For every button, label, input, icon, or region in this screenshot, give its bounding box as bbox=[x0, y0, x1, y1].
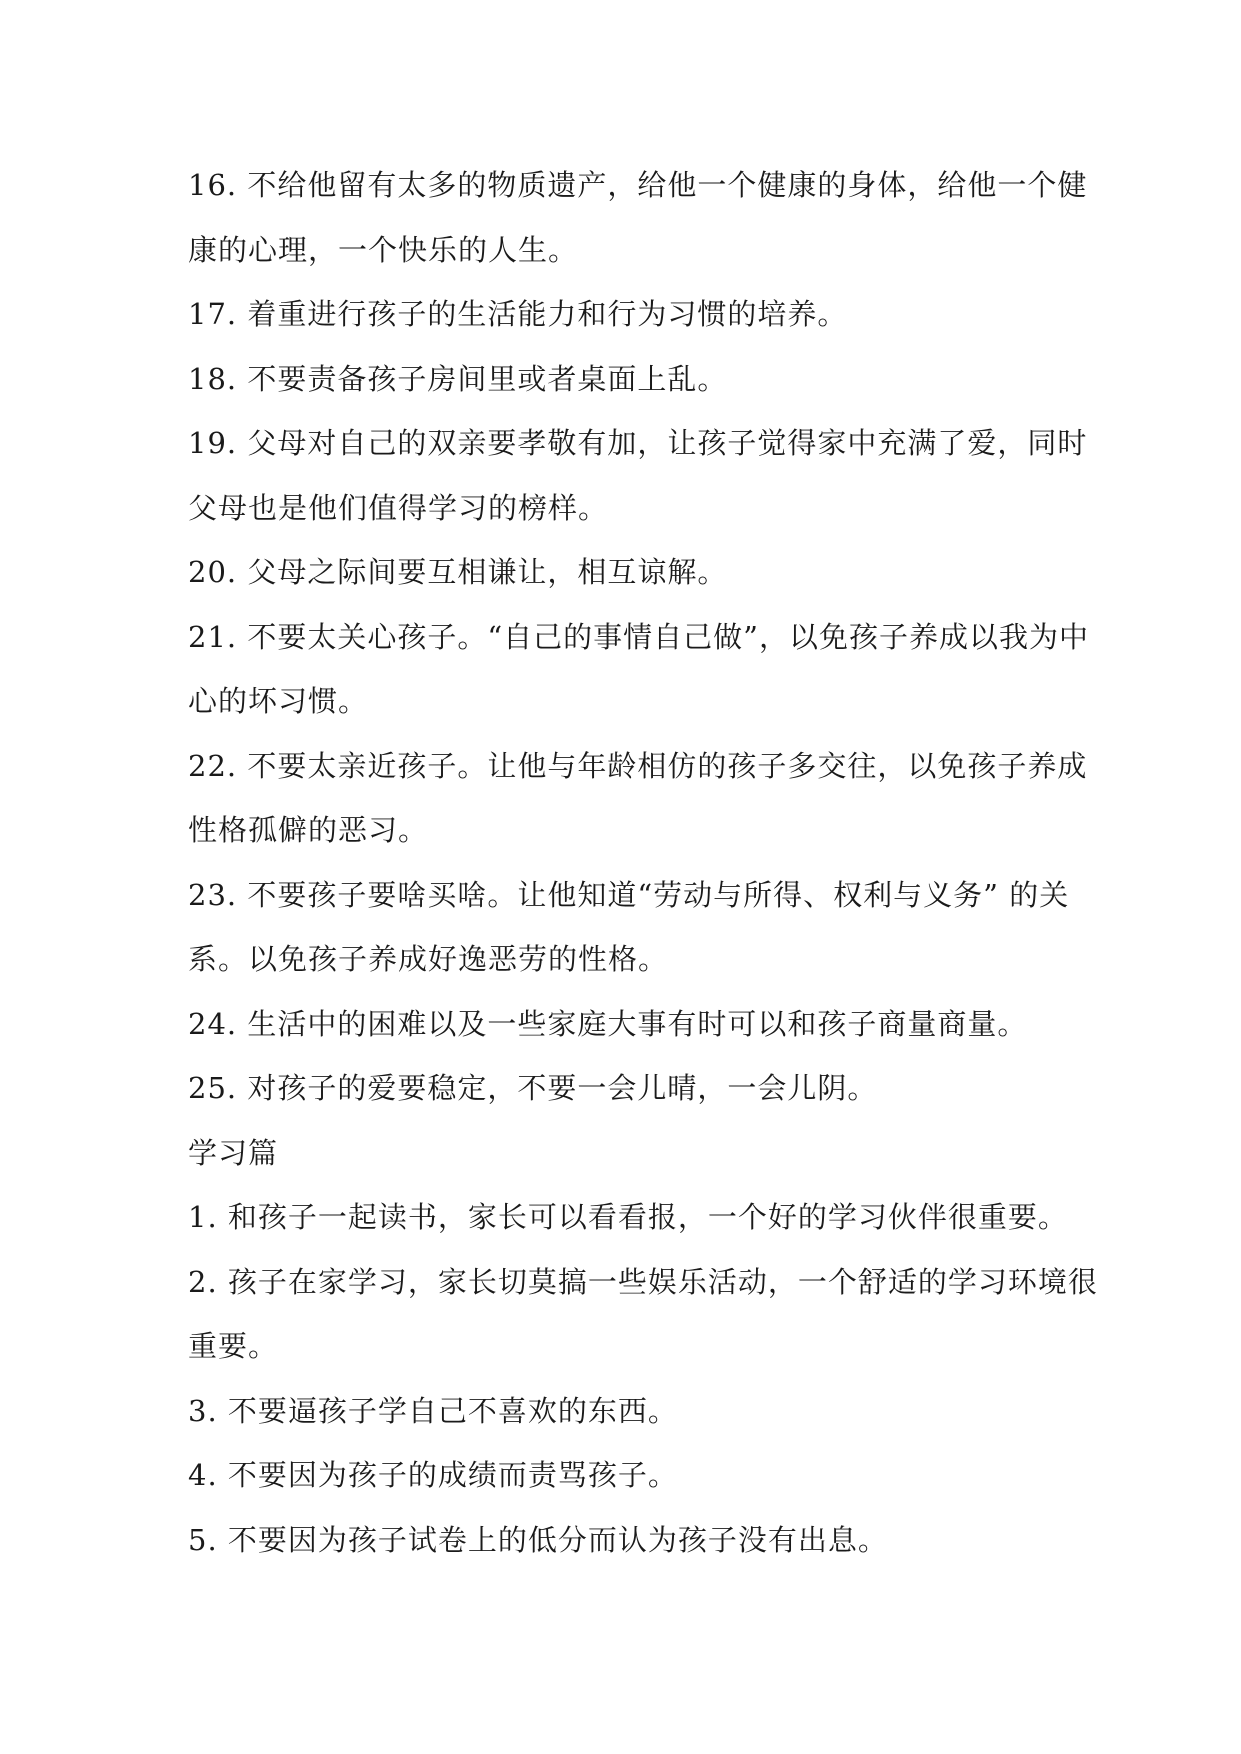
text-line: 系。以免孩子养成好逸恶劳的性格。 bbox=[188, 942, 669, 976]
text-line: 4. 不要因为孩子的成绩而责骂孩子。 bbox=[188, 1458, 678, 1492]
text-line: 20. 父母之际间要互相谦让，相互谅解。 bbox=[188, 555, 728, 589]
text-line: 5. 不要因为孩子试卷上的低分而认为孩子没有出息。 bbox=[188, 1522, 888, 1557]
text-line: 2. 孩子在家学习，家长切莫搞一些娱乐活动，一个舒适的学习环境很 bbox=[188, 1264, 1098, 1299]
document-page bbox=[188, 153, 1098, 1572]
text-line: 21. 不要太关心孩子。“自己的事情自己做”，以免孩子养成以我为中 bbox=[188, 619, 1089, 654]
text-line: 1. 和孩子一起读书，家长可以看看报，一个好的学习伙伴很重要。 bbox=[188, 1200, 1068, 1234]
text-line: 22. 不要太亲近孩子。让他与年龄相仿的孩子多交往，以免孩子养成 bbox=[188, 748, 1088, 783]
text-line: 3. 不要逼孩子学自己不喜欢的东西。 bbox=[188, 1393, 678, 1428]
text-line: 父母也是他们值得学习的榜样。 bbox=[188, 490, 609, 525]
text-line: 心的坏习惯。 bbox=[188, 684, 369, 718]
text-line: 重要。 bbox=[188, 1329, 279, 1363]
text-line: 19. 父母对自己的双亲要孝敬有加，让孩子觉得家中充满了爱，同时 bbox=[188, 426, 1088, 460]
text-line: 性格孤僻的恶习。 bbox=[188, 813, 429, 847]
text-line: 24. 生活中的困难以及一些家庭大事有时可以和孩子商量商量。 bbox=[188, 1006, 1028, 1041]
text-line: 23. 不要孩子要啥买啥。让他知道“劳动与所得、权利与义务” 的关 bbox=[188, 877, 1070, 912]
text-line: 25. 对孩子的爱要稳定，不要一会儿晴，一会儿阴。 bbox=[188, 1071, 878, 1105]
text-line: 18. 不要责备孩子房间里或者桌面上乱。 bbox=[188, 361, 728, 396]
text-line: 17. 着重进行孩子的生活能力和行为习惯的培养。 bbox=[188, 297, 848, 331]
text-line: 16. 不给他留有太多的物质遗产，给他一个健康的身体，给他一个健 bbox=[188, 168, 1088, 202]
section-heading: 学习篇 bbox=[188, 1135, 279, 1170]
text-line: 康的心理，一个快乐的人生。 bbox=[188, 232, 579, 267]
